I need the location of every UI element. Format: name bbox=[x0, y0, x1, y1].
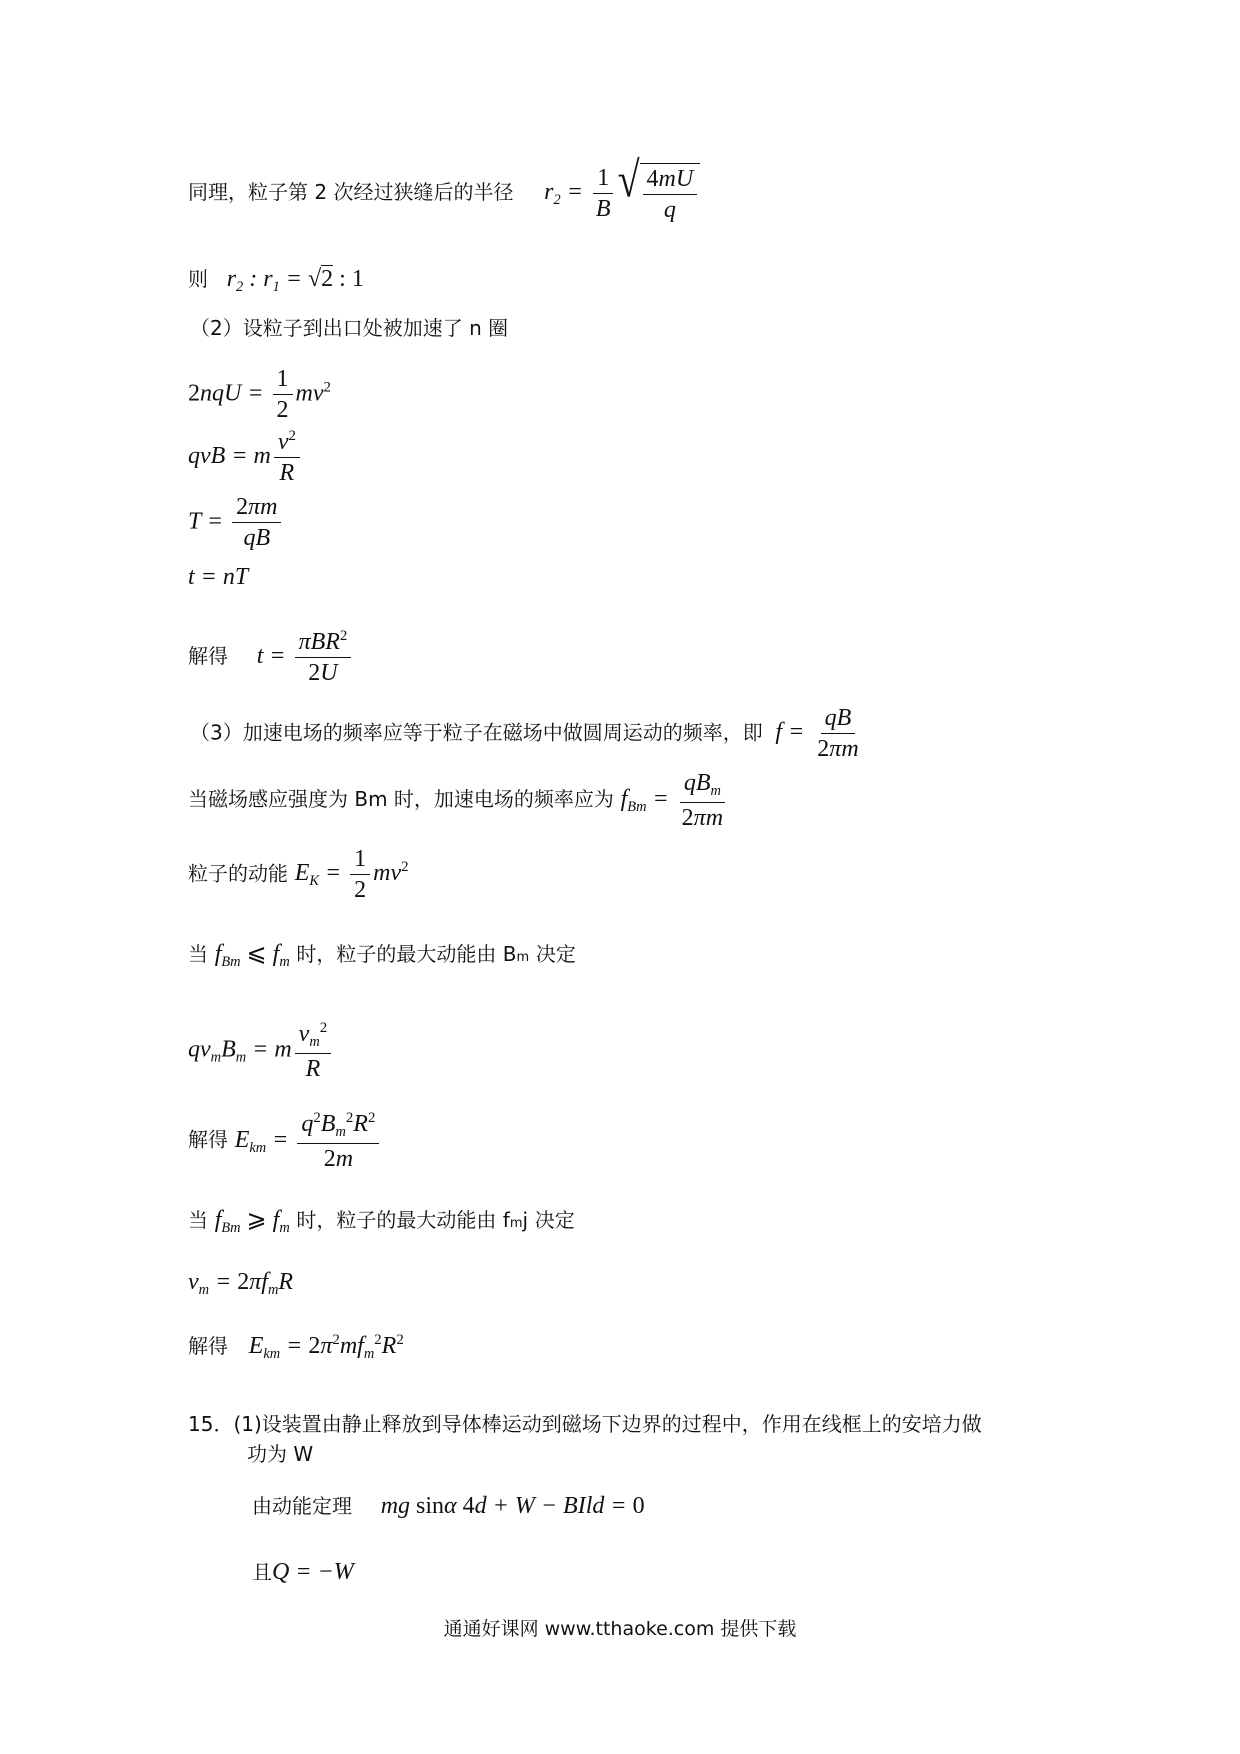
ek-line: 粒子的动能 $E_K$ = $\frac{1}{2}$ $mv^2$ bbox=[188, 846, 409, 904]
force-eq: qvB = m $\frac{v^2}{R}$ bbox=[188, 428, 303, 487]
q15-line1: 15．(1)设装置由静止释放到导体棒运动到磁场下边界的过程中，作用在线框上的安培力做 bbox=[188, 1412, 982, 1436]
r2-text: 同理，粒子第 2 次经过狭缝后的半径 bbox=[188, 179, 514, 204]
r2-formula: $r_2$ = $\frac{1}{B}$ √ $\frac{4mU}{q}$ bbox=[544, 179, 700, 205]
case2-text-c: 决定 bbox=[534, 1208, 575, 1232]
case2-text-a: 当 bbox=[188, 1208, 208, 1232]
case1-line: 当 $f_{Bm}$ ⩽ $f_m$ 时，粒子的最大动能由 Bm 决定 bbox=[188, 941, 576, 971]
part2-title: （2）设粒子到出口处被加速了 n 圈 bbox=[190, 316, 509, 340]
case2-text-b: 时，粒子的最大动能由 f bbox=[296, 1208, 510, 1232]
vm-force-eq: $qv_mB_m = m$ $\frac{v_m^2}{R}$ bbox=[188, 1020, 334, 1082]
ekm-result-2: 解得 $E_{km} = 2\pi^2mf_m^2R^2$ bbox=[188, 1332, 404, 1362]
energy-eq: 2nqU = $\frac{1}{2}$ $mv^2$ bbox=[188, 366, 331, 424]
part3-line: （3）加速电场的频率应等于粒子在磁场中做圆周运动的频率，即 f = $\frac{qB}{2\pi m}$ bbox=[190, 705, 859, 763]
page-footer: 通通好课网 www.tthaoke.com 提供下载 bbox=[443, 1618, 797, 1640]
ekm-result-1: 解得 $E_{km}$ = $\frac{q^2B_m^2R^2}{2m}$ bbox=[188, 1110, 382, 1172]
case1-text-c: 决定 bbox=[535, 942, 576, 966]
and-line: 且Q = −W bbox=[252, 1559, 354, 1585]
r2-line bbox=[188, 151, 700, 224]
time-eq: t = nT bbox=[188, 564, 249, 590]
theorem-line: 由动能定理 mg sinα 4d + W − BIld = 0 bbox=[252, 1493, 645, 1519]
solve-text-3: 解得 bbox=[188, 1333, 228, 1358]
period-eq: T = $\frac{2\pi m}{qB}$ bbox=[188, 494, 284, 552]
and-text: 且 bbox=[252, 1560, 272, 1584]
time-result: 解得 t = $\frac{\pi BR^2}{2U}$ bbox=[188, 628, 354, 687]
ratio-formula: $r_2$ : $r_1 = √2$ : 1 bbox=[226, 266, 364, 296]
part3-title: （3）加速电场的频率应等于粒子在磁场中做圆周运动的频率，即 bbox=[190, 720, 763, 745]
bm-line: 当磁场感应强度为 Bm 时，加速电场的频率应为 $f_{Bm}$ = $\frac{qB_m}{2\pi m}$ bbox=[188, 770, 724, 831]
bm-text: 当磁场感应强度为 Bm 时，加速电场的频率应为 bbox=[188, 787, 614, 812]
theorem-text: 由动能定理 bbox=[252, 1494, 352, 1518]
solve-text-1: 解得 bbox=[188, 643, 228, 668]
vm-eq: $v_m = 2\pi f_mR$ bbox=[188, 1269, 294, 1299]
then-text: 则 bbox=[188, 267, 208, 291]
solve-text-2: 解得 bbox=[188, 1127, 228, 1152]
ratio-line bbox=[188, 267, 364, 294]
case2-line: 当 $f_{Bm}$ ⩾ $f_m$ 时，粒子的最大动能由 fmj 决定 bbox=[188, 1207, 575, 1237]
case1-text-a: 当 bbox=[188, 942, 208, 966]
q15-line2: 功为 W bbox=[247, 1442, 314, 1466]
ek-text: 粒子的动能 bbox=[188, 861, 288, 886]
case1-text-b: 时，粒子的最大动能由 B bbox=[296, 942, 517, 966]
